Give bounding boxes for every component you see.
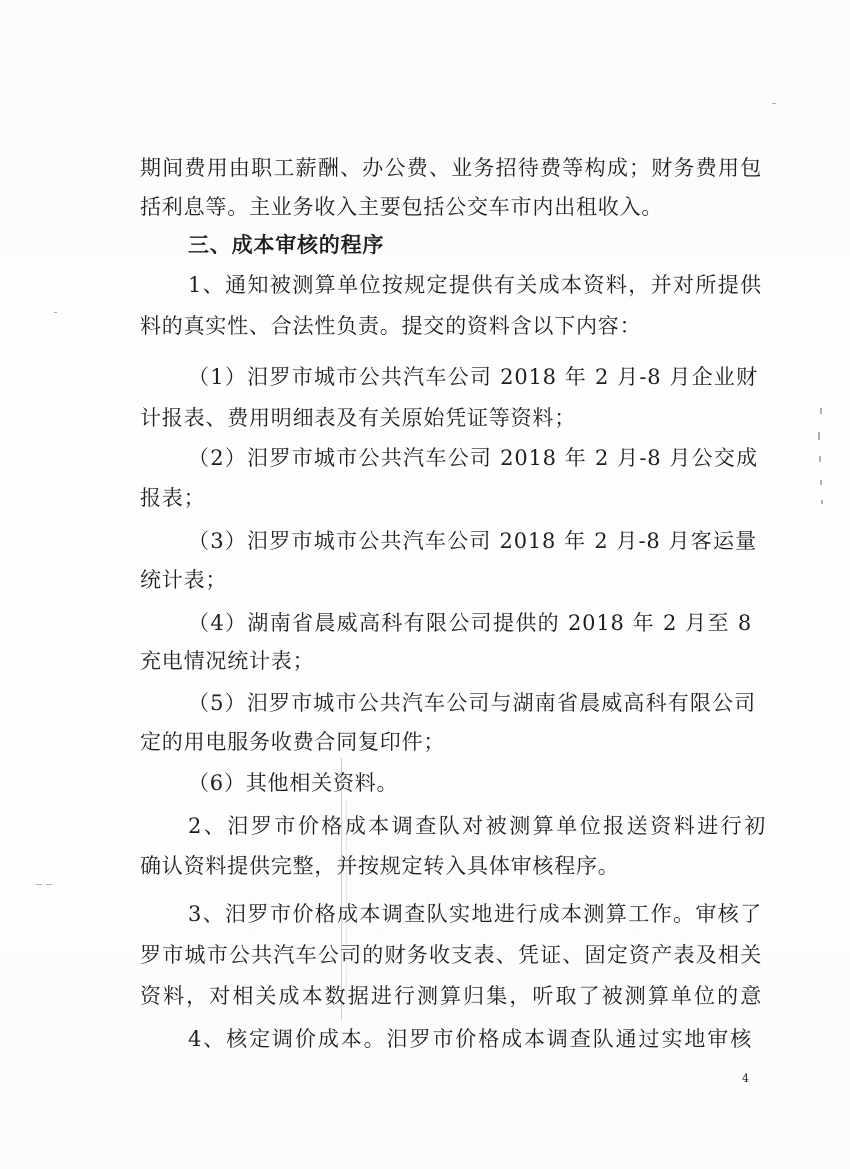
scan-artifact [819,456,821,462]
scan-artifact [821,500,823,504]
list-item-line: （6）其他相关资料。 [188,771,399,795]
paragraph-line: 1、通知被测算单位按规定提供有关成本资料，并对所提供 [188,273,762,297]
scan-artifact [818,432,820,440]
paragraph-line: 括利息等。主业务收入主要包括公交车市内出租收入。 [140,195,664,219]
scan-artifact [54,312,57,313]
scan-artifact [772,103,776,104]
list-item-line: （3）汨罗市城市公共汽车公司 2018 年 2 月-8 月客运量 [188,529,757,553]
paragraph-line: 4、核定调价成本。汨罗市价格成本调查队通过实地审核 [188,1027,752,1051]
scan-artifact [820,408,822,414]
paragraph-line: 资料，对相关成本数据进行测算归集，听取了被测算单位的意 [140,984,762,1008]
scan-artifact [820,480,822,485]
paragraph-line: 期间费用由职工薪酬、办公费、业务招待费等构成；财务费用包 [140,156,762,180]
paragraph-line: 3、汨罗市价格成本调查队实地进行成本测算工作。审核了 [188,902,762,926]
scan-artifact [346,800,347,1000]
list-item-line: （5）汨罗市城市公共汽车公司与湖南省晨威高科有限公司 [188,691,756,715]
list-item-line: 计报表、费用明细表及有关原始凭证等资料； [140,406,576,430]
scan-artifact [341,758,342,1020]
section-heading: 三、成本审核的程序 [188,233,385,257]
scan-artifact [46,884,52,885]
scan-artifact [36,884,42,885]
paragraph-line: 罗市城市公共汽车公司的财务收支表、凭证、固定资产表及相关 [140,943,762,967]
list-item-line: 定的用电服务收费合同复印件； [140,730,446,754]
list-item-line: 报表； [140,486,206,510]
paragraph-line: 2、汨罗市价格成本调查队对被测算单位报送资料进行初 [188,814,766,838]
list-item-line: （4）湖南省晨威高科有限公司提供的 2018 年 2 月至 8 [188,611,752,635]
list-item-line: （2）汨罗市城市公共汽车公司 2018 年 2 月-8 月公交成 [188,446,758,470]
list-item-line: 充电情况统计表； [140,649,315,673]
page-number: 4 [742,1072,749,1085]
paragraph-line: 确认资料提供完整，并按规定转入具体审核程序。 [140,854,620,878]
paragraph-line: 料的真实性、合法性负责。提交的资料含以下内容： [140,314,642,338]
list-item-line: （1）汨罗市城市公共汽车公司 2018 年 2 月-8 月企业财 [188,365,758,389]
list-item-line: 统计表； [140,568,228,592]
